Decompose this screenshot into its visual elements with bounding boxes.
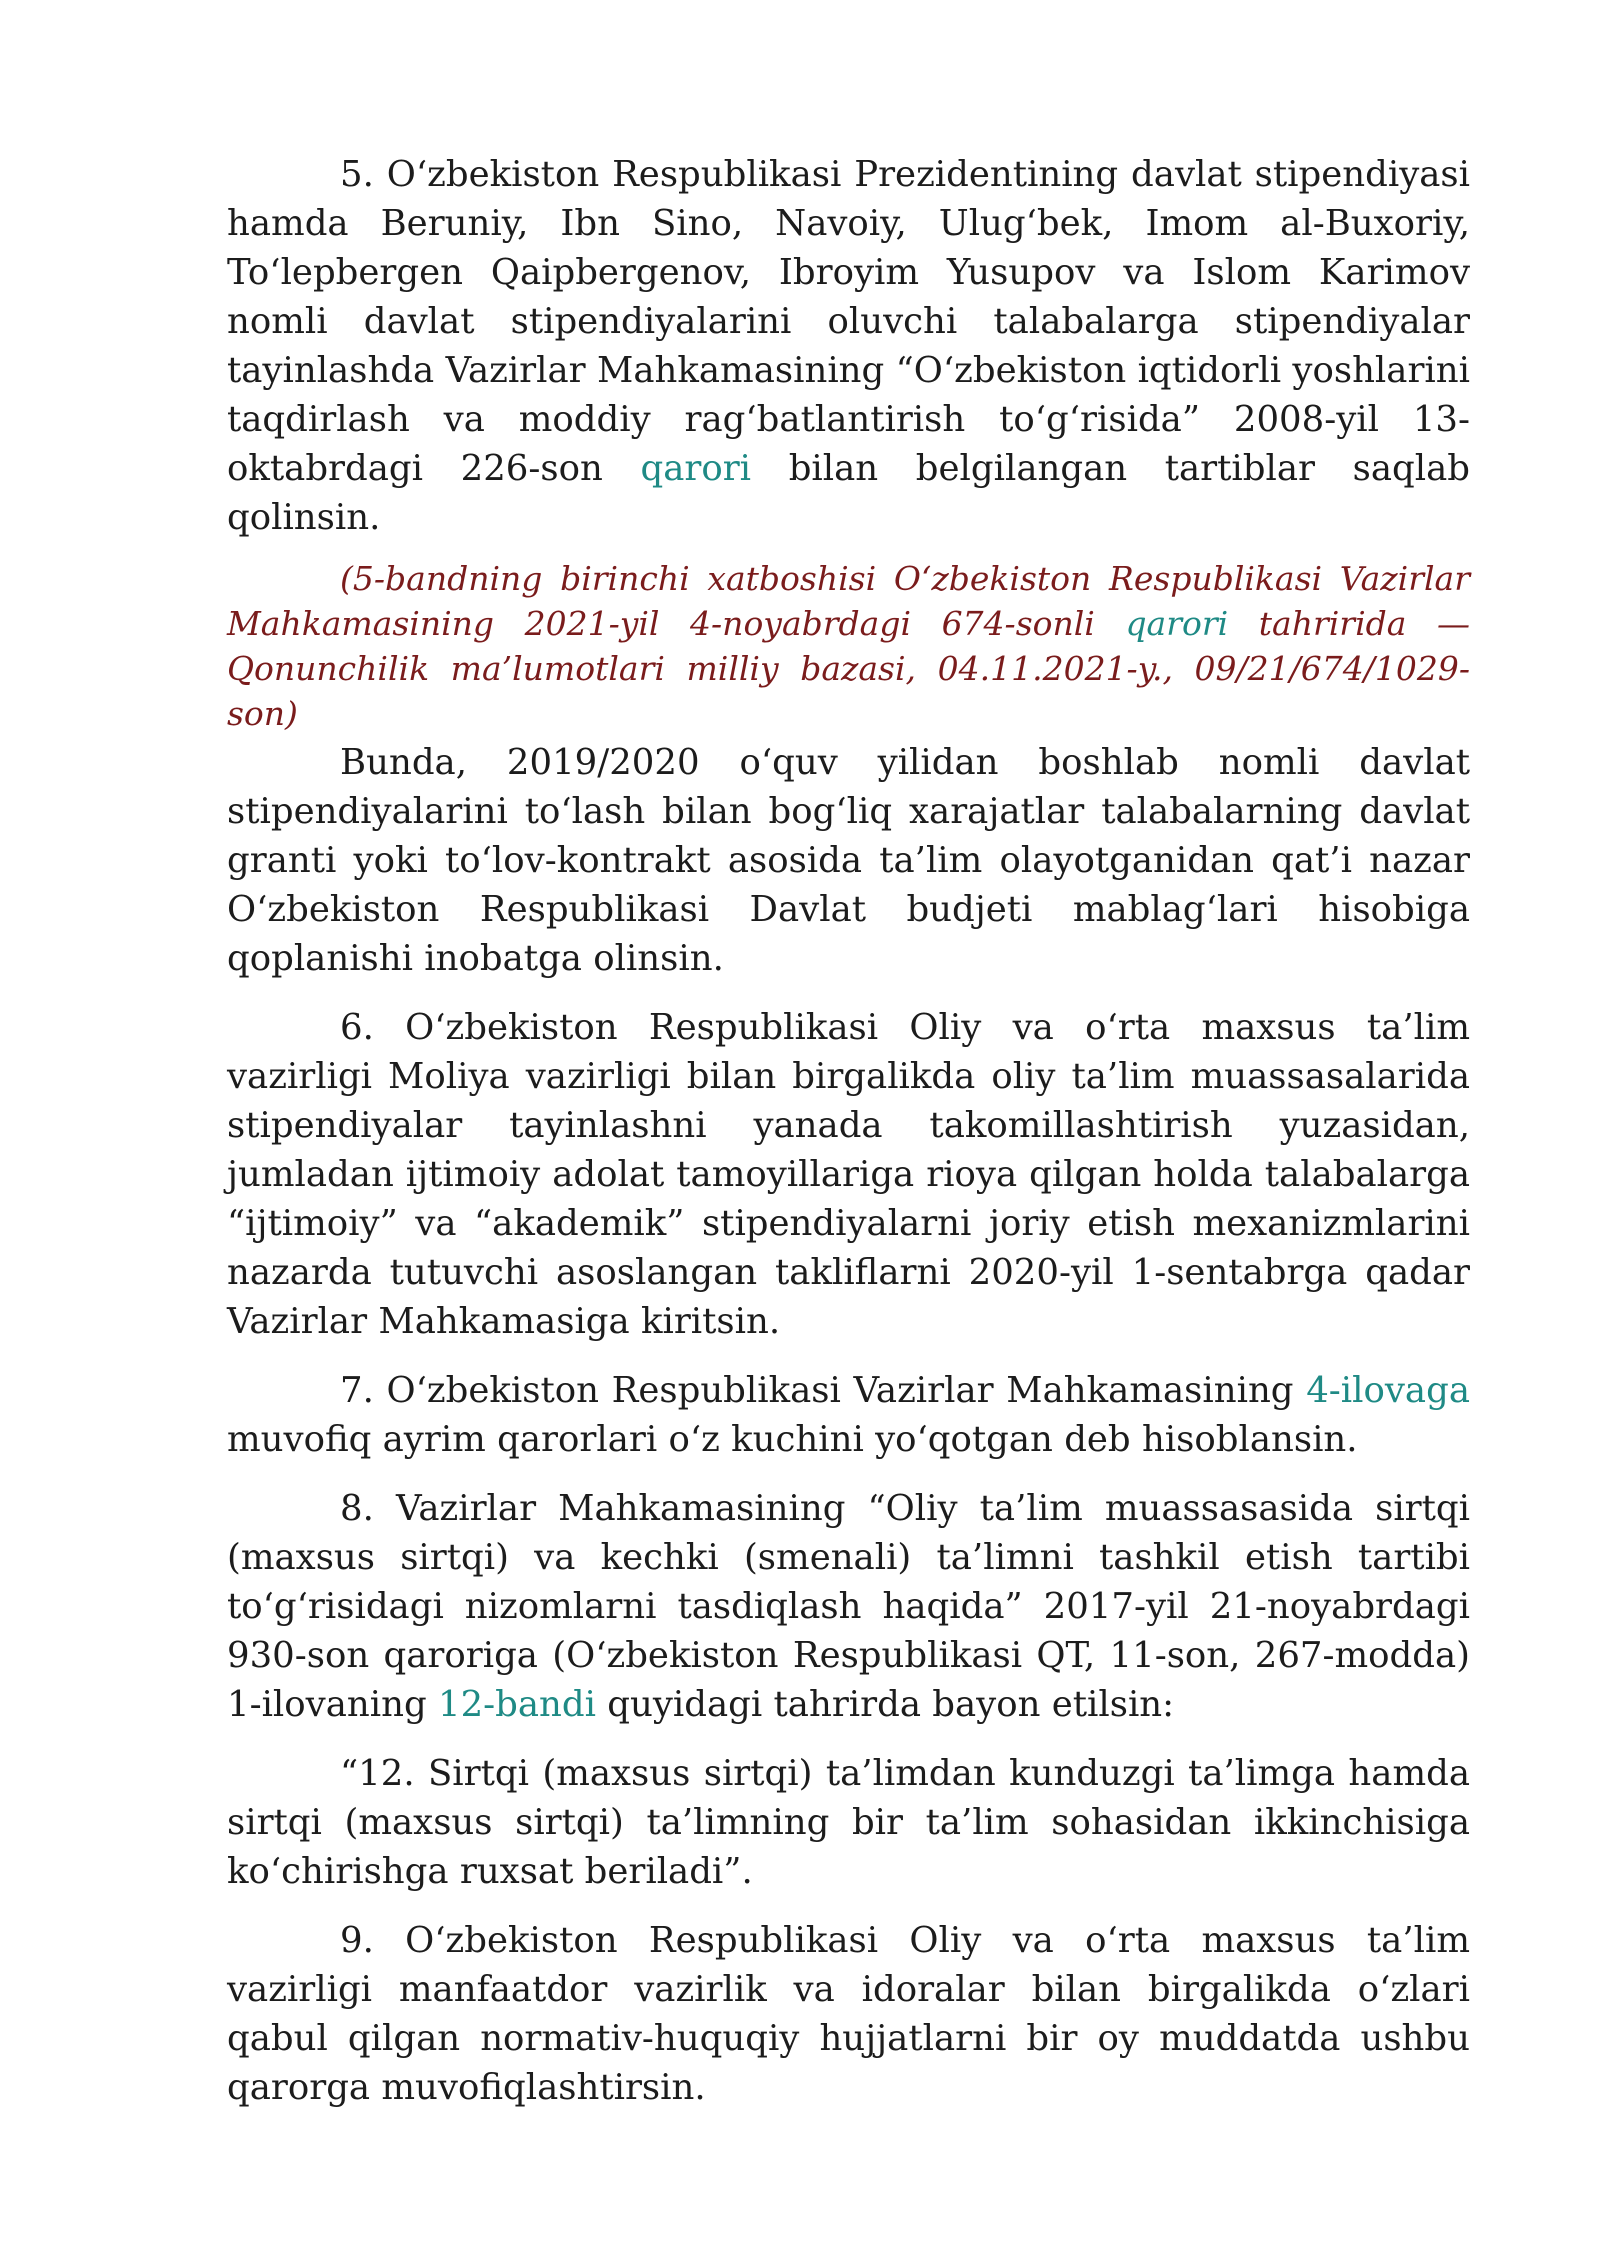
document-body [227, 150, 1470, 2132]
paragraph-8-quote: “12. Sirtqi (maxsus sirtqi) ta’limdan kunduzgi ta’limga hamda sirtqi (maxsus sirtqi) ta’limning bir ta’lim sohasidan ikkinchisiga ko‘chirishga ruxsat beriladi”. [227, 1753, 1470, 1892]
paragraph-7-text-end: muvofiq ayrim qarorlari o‘z kuchini yo‘qotgan deb hisoblansin. [227, 1419, 1358, 1460]
paragraph-5-text-end: bilan belgilangan tartiblar saqlab qolinsin. [227, 448, 1470, 538]
amendment-note [227, 556, 1470, 736]
band-12-link[interactable]: 12-bandi [437, 1684, 596, 1725]
paragraph-5-text-start: 5. O‘zbekiston Respublikasi Prezidentining davlat stipendiyasi hamda Beruniy, Ibn Sino, Navoiy, Ulug‘bek, Imom al-Buxoriy, To‘lepbergen Qaipbergenov, Ibroyim Yusupov va Islom Karimov nomli davlat stipendiyalarini oluvchi talabalarga stipendiyalar tayinlashda Vazirlar Mahkamasining “O‘zbekiston iqtidorli yoshlarini taqdirlash va moddiy rag‘batlantirish to‘g‘risida” 2008-yil 13-oktabrdagi 226-son [227, 154, 1470, 489]
paragraph-7-text-start: 7. O‘zbekiston Respublikasi Vazirlar Mahkamasining [340, 1370, 1307, 1411]
paragraph-6: 6. O‘zbekiston Respublikasi Oliy va o‘rta maxsus ta’lim vazirligi Moliya vazirligi bilan birgalikda oliy ta’lim muassasalarida stipendiyalar tayinlashni yanada takomillashtirish yuzasidan, jumladan ijtimoiy adolat tamoyillariga rioya qilgan holda talabalarga “ijtimoiy” va “akademik” stipendiyalarni joriy etish mexanizmlarini nazarda tutuvchi asoslangan takliflarni 2020-yil 1-sentabrga qadar Vazirlar Mahkamasiga kiritsin. [227, 1007, 1470, 1342]
paragraph-9: 9. O‘zbekiston Respublikasi Oliy va o‘rta maxsus ta’lim vazirligi manfaatdor vazirlik va idoralar bilan birgalikda o‘zlari qabul qilgan normativ-huquqiy hujjatlarni bir oy muddatda ushbu qarorga muvofiqlashtirsin. [227, 1920, 1470, 2108]
qarori-link[interactable]: qarori [640, 448, 752, 489]
amendment-note-text-start: (5-bandning birinchi xatboshisi O‘zbekiston Respublikasi Vazirlar Mahkamasining 2021-yil 4-noyabrdagi 674-sonli [227, 559, 1470, 643]
paragraph-5-second: Bunda, 2019/2020 o‘quv yilidan boshlab nomli davlat stipendiyalarini to‘lash bilan bog‘liq xarajatlar talabalarning davlat granti yoki to‘lov-kontrakt asosida ta’lim olayotganidan qat’i nazar O‘zbekiston Respublikasi Davlat budjeti mablag‘lari hisobiga qoplanishi inobatga olinsin. [227, 742, 1470, 979]
ilova-4-link[interactable]: 4-ilovaga [1306, 1370, 1470, 1411]
paragraph-7 [227, 1366, 1470, 1464]
amendment-qarori-link[interactable]: qarori [1125, 604, 1229, 643]
paragraph-8-text-end: quyidagi tahrirda bayon etilsin: [595, 1684, 1175, 1725]
amendment-note-text-end: tahririda — Qonunchilik ma’lumotlari milliy bazasi, 04.11.2021-y., 09/21/674/1029-son) [227, 604, 1470, 733]
paragraph-8 [227, 1484, 1470, 1729]
paragraph-5 [227, 150, 1470, 542]
paragraph-8-text-start: 8. Vazirlar Mahkamasining “Oliy ta’lim muassasasida sirtqi (maxsus sirtqi) va kechki (smenali) ta’limni tashkil etish tartibi to‘g‘risidagi nizomlarni tasdiqlash haqida” 2017-yil 21-noyabrdagi 930-son qaroriga (O‘zbekiston Respublikasi QT, 11-son, 267-modda) 1-ilovaning [227, 1488, 1470, 1725]
